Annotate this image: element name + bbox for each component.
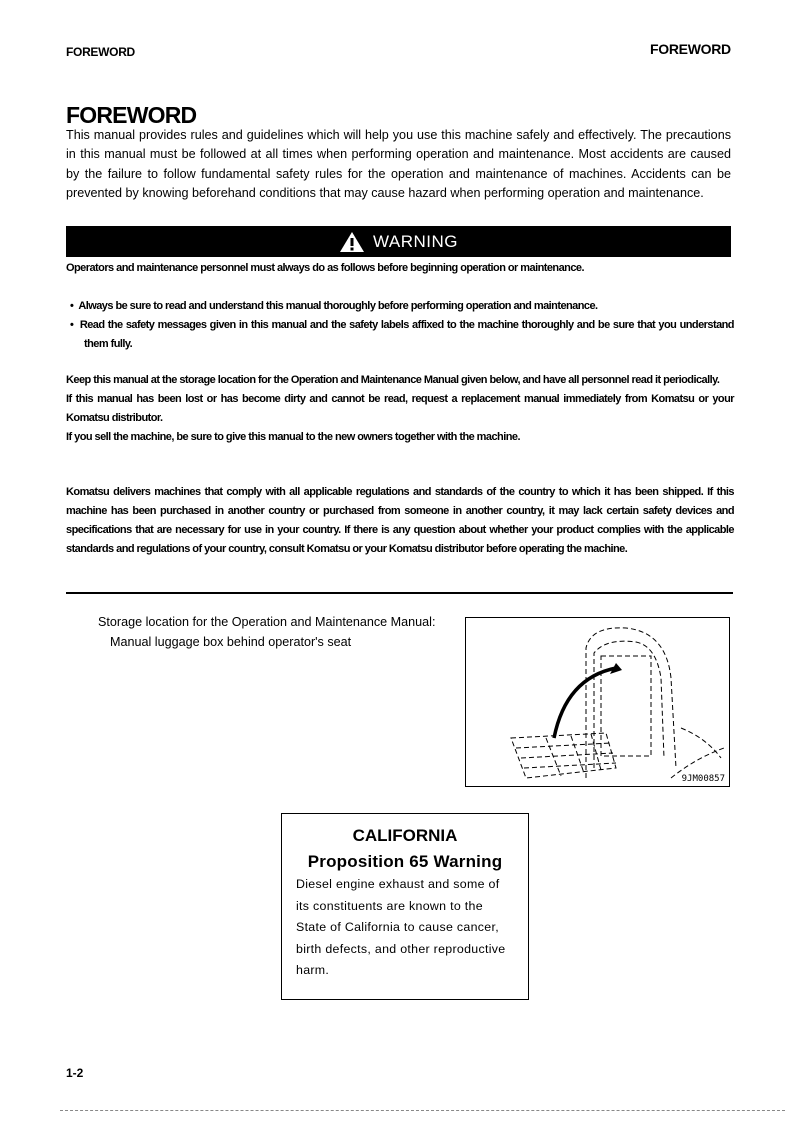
seat-illustration: [466, 618, 729, 786]
page-bottom-edge: [60, 1110, 785, 1111]
list-item: • Read the safety messages given in this manual and the safety labels affixed to the machine thoroughly and be sure that you understand them fully.: [70, 319, 734, 350]
prop65-text: Diesel engine exhaust and some of its constituents are known to the State of California to cause cancer, birth defects, and other reproductive harm.: [296, 877, 506, 977]
warning-lead: Operators and maintenance personnel must always do as follows before beginning operation or maintenance.: [66, 262, 584, 274]
storage-value: Manual luggage box behind operator's seat: [110, 635, 352, 649]
list-item: • Always be sure to read and understand this manual thoroughly before performing operation and maintenance.: [70, 300, 598, 312]
header-section-left: FOREWORD: [66, 45, 135, 59]
warning-storage-paragraph: [66, 371, 734, 447]
divider: [66, 592, 733, 594]
paragraph-line: If you sell the machine, be sure to give this manual to the new owners together with the machine.: [66, 431, 520, 443]
figure-id: 9JM00857: [681, 774, 725, 784]
warning-bullet-list: [70, 297, 734, 354]
header-section-right: FOREWORD: [650, 41, 731, 57]
paragraph-line: If this manual has been lost or has become dirty and cannot be read, request a replacement manual immediately from Komatsu or your Komatsu distributor.: [66, 393, 734, 424]
prop65-subtitle: Proposition 65 Warning: [307, 852, 503, 871]
california-title: CALIFORNIA: [352, 826, 458, 845]
paragraph-line: Keep this manual at the storage location for the Operation and Maintenance Manual given below, and have all personnel read it periodically.: [66, 374, 720, 386]
intro-paragraph: This manual provides rules and guidelines which will help you use this machine safely and effectively. The precautions in this manual must be followed at all times when performing operation and maintenance. Most accidents are caused by the failure to follow fundamental safety rules for the operation and maintenance of machines. Accidents can be prevented by knowing beforehand conditions that may cause hazard when performing operation and maintenance.: [66, 128, 731, 200]
warning-banner: [66, 226, 731, 257]
warning-compliance-paragraph: Komatsu delivers machines that comply with all applicable regulations and standards of the country to which it has been shipped. If this machine has been purchased in another country or purchased from someone in another country, it may lack certain safety devices and specifications that are necessary for use in your country. If there is any question about whether your product complies with the applicable standards and regulations of your country, consult Komatsu or your Komatsu distributor before operating the machine.: [66, 486, 734, 555]
warning-triangle-icon: [339, 231, 365, 253]
seat-luggage-box-figure: [465, 617, 730, 787]
warning-label: WARNING: [372, 231, 459, 251]
storage-location: [98, 612, 435, 652]
california-prop65-box: [281, 813, 529, 1000]
page-title: FOREWORD: [66, 102, 197, 128]
storage-label: Storage location for the Operation and Maintenance Manual:: [98, 615, 436, 629]
page-number: 1-2: [66, 1066, 84, 1080]
